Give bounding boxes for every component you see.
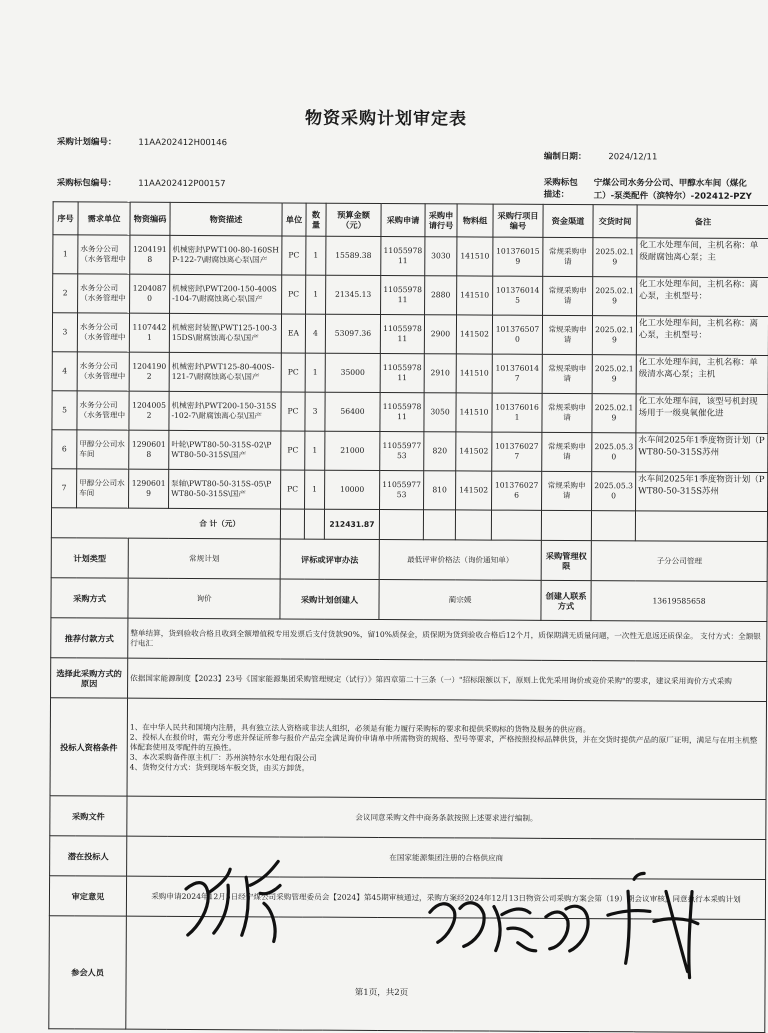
handwritten-signatures — [168, 849, 729, 992]
table-cell-desc: 泵轴\PWT80-50-315S-05\PWT80-50-315S\国产 — [169, 469, 281, 509]
table-cell-qty: 1 — [306, 236, 326, 275]
table-cell-qty: 3 — [305, 392, 325, 431]
table-cell-no: 7 — [52, 469, 77, 508]
page-footer: 第1页，共2页 — [354, 987, 409, 999]
table-cell-dept: 甲醇分公司水车间 — [77, 430, 129, 469]
creator-value: 蔺宗媛 — [379, 579, 541, 620]
table-cell-qty: 1 — [305, 431, 325, 470]
compile-date-label: 编制日期： — [543, 151, 587, 163]
table-cell-unit: EA — [281, 314, 305, 353]
table-cell-no: 3 — [52, 313, 77, 352]
table-cell-fund: 常规采购申请 — [542, 393, 592, 432]
table-cell-qty: 1 — [305, 353, 325, 392]
docs-value: 会议同意采购文件中商务条款按照上述要求进行编制。 — [127, 796, 766, 839]
package-number — [57, 176, 226, 189]
table-cell-qty: 1 — [306, 275, 326, 314]
table-cell-remark — [636, 355, 768, 395]
reason-row — [51, 658, 767, 702]
review-label: 审定意见 — [49, 876, 126, 916]
remark-text: 化工水处理车间，该型号机封现场用于一级臭氧催化进 — [638, 396, 758, 419]
table-cell-line: 2900 — [424, 315, 456, 354]
remark-text: 化工水处理车间，主机名称：离心泵，主机型号： — [638, 318, 759, 341]
table-cell-req: 1105597811 — [380, 392, 424, 431]
col-header: 交货时间 — [593, 205, 637, 238]
table-cell-no: 4 — [52, 352, 77, 391]
table-cell-date: 2025.02.19 — [593, 238, 637, 277]
table-cell-unit: PC — [281, 431, 305, 470]
table-cell-date: 2025.02.19 — [593, 277, 637, 316]
table-cell-group: 141510 — [457, 237, 493, 276]
table-cell-code: 11074421 — [129, 313, 169, 352]
table-cell-group: 141502 — [456, 315, 492, 354]
table-cell-item: 1013760277 — [492, 432, 542, 471]
table-row — [52, 352, 768, 395]
table-cell-qty: 4 — [305, 314, 325, 353]
remark-text: 化工水处理车间，主机名称：离心泵，主机型号： — [639, 279, 759, 302]
table-cell-dept: 水务分公司（水务管理中 — [77, 391, 129, 430]
table-cell-qty: 1 — [305, 470, 325, 509]
table-cell-group: 141510 — [456, 354, 492, 393]
table-cell-code: 12040052 — [129, 391, 169, 430]
plan-number — [57, 135, 227, 148]
method-row — [51, 578, 767, 622]
col-header: 物资描述 — [170, 202, 282, 236]
table-cell-no: 2 — [53, 274, 78, 313]
table-cell-no: 1 — [53, 235, 78, 274]
table-cell-remark — [637, 238, 768, 278]
table-header-row — [53, 202, 768, 239]
remark-text: 化工水处理车间，主机名称：单级清水离心泵；主机 — [638, 357, 758, 380]
table-cell-desc: 机械密封\PWT200-150-400S-104-7\耐腐蚀离心泵\国产 — [170, 274, 282, 314]
table-cell-line: 820 — [424, 432, 456, 471]
docs-label: 采购文件 — [50, 796, 127, 836]
table-cell-desc: 机械密封\PWT200-150-315S-102-7\耐腐蚀离心泵\国产 — [169, 391, 281, 431]
table-cell-group: 141510 — [456, 393, 492, 432]
table-cell-remark — [636, 472, 768, 512]
table-cell-code: 12041902 — [129, 352, 169, 391]
qualification-line: 4、货物交付方式：货到现场车板交货，由买方卸货。 — [129, 762, 310, 773]
eval-method-value: 最低评审价格法（询价通知单） — [379, 539, 541, 580]
table-cell-fund: 常规采购申请 — [542, 354, 592, 393]
table-cell-req: 1105597811 — [380, 353, 424, 392]
table-cell-item: 1013760159 — [493, 237, 543, 276]
table-cell-line: 2880 — [425, 276, 457, 315]
table-cell-desc: 叶轮\PWT80-50-315S-02\PWT80-50-315S\国产 — [169, 430, 281, 470]
qualification-row — [50, 698, 767, 800]
qualification-line: 3、本次采购备件原主机厂：苏州滨特尔水处理有限公司 — [129, 752, 317, 763]
table-cell-unit: PC — [281, 392, 305, 431]
table-cell-unit: PC — [282, 236, 306, 275]
qualification-line: 1、在中华人民共和国境内注册，具有独立法人资格或非法人组织，必须是有能力履行采购标的要求和提供采购标的货物及服务的供应商。 — [129, 722, 591, 734]
table-cell-budget: 21000 — [325, 431, 380, 470]
plan-type-value: 常规计划 — [128, 538, 280, 579]
table-cell-item: 1013760276 — [492, 471, 542, 510]
table-cell-group: 141510 — [457, 276, 493, 315]
col-header: 采购申请行号 — [425, 204, 457, 237]
compile-date-value: 2024/12/11 — [608, 152, 658, 163]
table-cell-unit: PC — [282, 275, 306, 314]
table-cell-line: 810 — [424, 471, 456, 510]
table-cell-remark — [636, 433, 768, 473]
participants-label: 参会人员 — [49, 916, 127, 1029]
table-cell-req: 1105597811 — [380, 314, 424, 353]
table-cell-date: 2025.05.30 — [592, 472, 636, 511]
package-number-value: 11AA202412P00157 — [138, 178, 226, 190]
table-cell-line: 3050 — [424, 393, 456, 432]
table-cell-budget: 10000 — [325, 470, 380, 509]
table-cell-req: 1105597811 — [381, 275, 425, 314]
col-header: 物料组 — [457, 204, 493, 237]
table-cell-req: 1105597811 — [381, 236, 425, 275]
table-cell-budget: 53097.36 — [325, 314, 380, 353]
eval-method-label: 评标或评审办法 — [280, 539, 379, 580]
total-label: 合 计（元） — [51, 508, 280, 539]
table-cell-no: 5 — [52, 391, 77, 430]
plan-type-label: 计划类型 — [51, 538, 128, 578]
mgmt-label: 采购管理权限 — [541, 540, 591, 580]
total-value: 212431.87 — [324, 509, 379, 539]
table-cell-group: 141502 — [456, 471, 492, 510]
table-cell-dept: 水务分公司（水务管理中 — [78, 235, 130, 274]
table-cell-budget: 15589.38 — [326, 236, 381, 275]
remark-text: 化工水处理车间，主机名称：单级耐腐蚀离心泵；主 — [639, 240, 759, 263]
table-cell-desc: 机械密封\PWT100-80-160SHP-122-7\耐腐蚀离心泵\国产 — [170, 235, 282, 275]
table-cell-desc: 机械密封\PWT125-80-400S-121-7\耐腐蚀离心泵\国产 — [169, 352, 281, 392]
method-value: 询价 — [128, 578, 280, 619]
payment-label: 推荐付款方式 — [51, 618, 128, 658]
table-cell-item: 1013765070 — [492, 315, 542, 354]
table-cell-date: 2025.02.19 — [592, 394, 636, 433]
docs-row — [50, 796, 766, 840]
contact-label: 创建人联系方式 — [541, 580, 591, 620]
table-cell-unit: PC — [281, 470, 305, 509]
table-row — [52, 469, 768, 512]
col-header: 备注 — [637, 205, 768, 239]
creator-label: 采购计划创建人 — [280, 579, 379, 620]
table-row — [52, 391, 768, 434]
table-cell-req: 1105597753 — [380, 431, 424, 470]
payment-row — [51, 618, 767, 662]
package-number-label: 采购标包编号： — [56, 178, 117, 189]
col-header: 序号 — [53, 202, 78, 235]
qualification-line: 2、投标人在报价时，需充分考虑并保证所参与报价产品完全满足询价申请单中所需物资的规格、型号等要求，严格按照投标品牌供货，并在交货时提供产品的原厂证明，满足与在用主机整体配套使用及零配件的互换性。 — [129, 732, 758, 752]
reason-label: 选择此采购方式的原因 — [51, 658, 128, 698]
table-cell-dept: 水务分公司（水务管理中 — [77, 352, 129, 391]
col-header: 单位 — [282, 203, 306, 236]
table-cell-dept: 甲醇分公司水车间 — [77, 469, 129, 508]
review-value: 采购申请2024年12月5日经宁煤公司采购管理委员会【2024】第45期审核通过，采购方案经2024年12月13日物资公司采购方案会第（19）期会议审核，同意执行本采购计划 — [126, 876, 765, 919]
col-header: 采购申请 — [381, 203, 425, 236]
col-header: 物资编码 — [130, 202, 170, 235]
qualification-label: 投标人资格条件 — [50, 698, 128, 796]
table-cell-item: 1013760147 — [492, 354, 542, 393]
col-header: 资金渠道 — [543, 204, 593, 237]
table-cell-code: 12906018 — [129, 430, 169, 469]
plan-type-row — [51, 538, 767, 582]
plan-number-value: 11AA202412H00146 — [138, 137, 228, 149]
table-cell-fund: 常规采购申请 — [542, 471, 592, 510]
table-cell-unit: PC — [281, 353, 305, 392]
remark-text: 水车间2025年1季度物资计划（PWT80-50-315S苏州 — [638, 474, 765, 497]
table-cell-fund: 常规采购申请 — [543, 237, 593, 276]
table-row — [52, 313, 768, 356]
table-cell-fund: 常规采购申请 — [542, 315, 592, 354]
mgmt-value: 子分公司管理 — [591, 541, 767, 582]
table-cell-budget: 56400 — [325, 392, 380, 431]
table-cell-date: 2025.02.19 — [592, 316, 636, 355]
document-title: 物资采购计划审定表 — [305, 108, 468, 130]
bidders-value: 在国家能源集团注册的合格供应商 — [127, 836, 766, 879]
table-cell-date: 2025.05.30 — [592, 433, 636, 472]
col-header: 采购行项目编号 — [493, 204, 543, 237]
table-cell-budget: 35000 — [325, 353, 380, 392]
qualification-value — [127, 698, 767, 799]
method-label: 采购方式 — [51, 578, 128, 618]
table-cell-desc: 机械密封装置\PWT125-100-315DS\耐腐蚀离心泵\国产 — [169, 313, 281, 353]
remark-text: 水车间2025年1季度物资计划（PWT80-50-315S苏州 — [638, 435, 765, 458]
table-cell-req: 1105597753 — [380, 470, 424, 509]
table-cell-line: 3030 — [425, 237, 457, 276]
col-header: 数量 — [306, 203, 326, 236]
table-cell-line: 2910 — [424, 354, 456, 393]
table-cell-code: 12041918 — [130, 235, 170, 274]
compile-date — [544, 150, 658, 163]
col-header: 预算金额（元） — [326, 203, 381, 236]
payment-value: 整单结算，货到验收合格且收到全额增值税专用发票后支付货款90%，留10%质保金，质保期为货到验收合格后12个月，质保期满无质量问题，一次性无息返还质保金。 支付方式：全额银行电汇 — [128, 618, 767, 661]
table-cell-fund: 常规采购申请 — [542, 432, 592, 471]
table-cell-group: 141502 — [456, 432, 492, 471]
table-cell-remark — [636, 394, 768, 434]
table-cell-code: 12040870 — [130, 274, 170, 313]
table-cell-item: 1013760161 — [492, 393, 542, 432]
table-cell-remark — [637, 277, 768, 317]
table-row — [52, 430, 768, 473]
table-cell-date: 2025.02.19 — [592, 355, 636, 394]
table-cell-remark — [636, 316, 768, 356]
table-cell-fund: 常规采购申请 — [543, 276, 593, 315]
table-row — [53, 274, 768, 317]
contact-value: 13619585658 — [591, 581, 767, 622]
table-cell-dept: 水务分公司（水务管理中 — [78, 274, 130, 313]
package-desc-value: 宁煤公司水务分公司、甲醇水车间（煤化工）-泵类配件（滨特尔）-202412-PZY — [593, 178, 752, 202]
table-cell-no: 6 — [52, 430, 77, 469]
table-cell-dept: 水务分公司（水务管理中 — [77, 313, 129, 352]
table-cell-code: 12906019 — [129, 469, 169, 508]
plan-number-label: 采购计划编号： — [56, 137, 117, 148]
table-cell-item: 1013760145 — [493, 276, 543, 315]
reason-value: 依据国家能源制度【2023】23号《国家能源集团采购管理规定（试行）》第四章第二十三条（一）"招标限额以下，原则上优先采用询价或竞价采购"的要求，建议采用询价方式采购 — [128, 658, 767, 701]
bidders-label: 潜在投标人 — [50, 836, 127, 876]
col-header: 需求单位 — [78, 202, 130, 235]
table-row — [53, 235, 768, 278]
package-desc-label: 采购标包描述： — [543, 177, 578, 200]
table-cell-budget: 21345.13 — [326, 275, 381, 314]
total-row — [51, 508, 767, 542]
